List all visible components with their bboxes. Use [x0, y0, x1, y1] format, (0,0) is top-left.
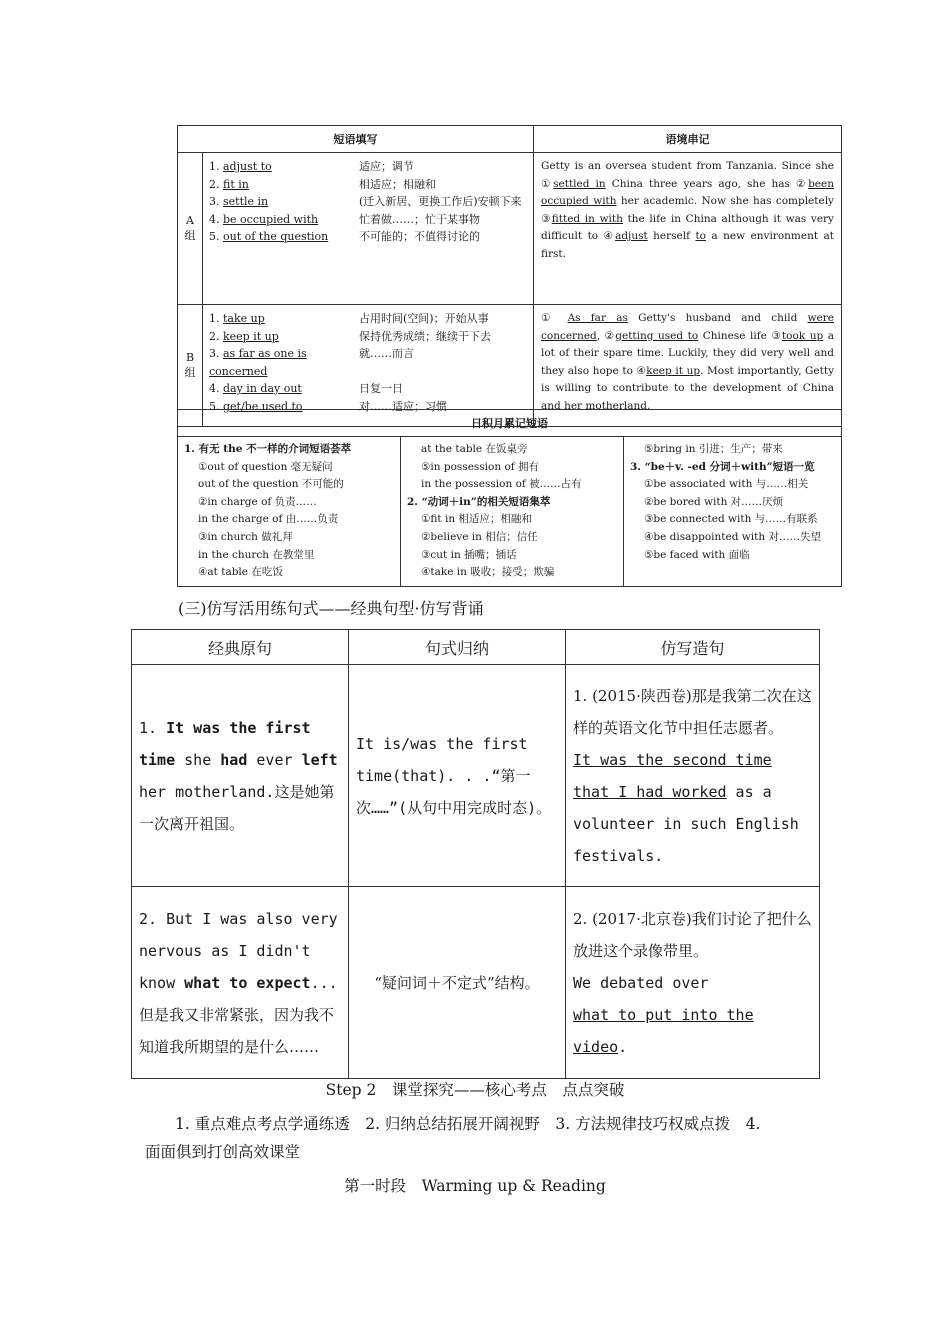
context-text: Getty is an oversea student from Tanzania. Since she ①	[541, 160, 834, 190]
context-text: Chinese life ③	[698, 329, 782, 342]
phrase-en: 3. settle in	[209, 195, 269, 208]
answer-blank: to	[695, 230, 706, 242]
phrase-line: ②believe in 相信；信任	[421, 530, 538, 543]
phrase-en: 1. adjust to	[209, 160, 272, 173]
context-text: Getty's husband and child	[627, 312, 808, 324]
daily-phrases-table	[177, 409, 842, 587]
context-text: a new environment at first.	[541, 230, 834, 260]
phrase-row	[209, 211, 527, 229]
phrase-line: ⑤be faced with 面临	[644, 548, 750, 561]
daily-header: 日积月累记短语	[178, 410, 842, 437]
phrase-en: 4. be occupied with	[209, 212, 319, 226]
answer-blank: keep it up	[646, 364, 701, 377]
phrase-line: ⑤bring in 引进；生产；带来	[644, 443, 783, 455]
answer-blank: fitted in with	[551, 212, 623, 225]
phrase-cn: 保持优秀成绩；继续干下去	[359, 329, 491, 343]
answer-blank: were concerned	[541, 312, 834, 342]
intro-paragraph-line2: 面面俱到打创高效课堂	[145, 1143, 301, 1161]
phrase-line: ③in church 做礼拜	[198, 530, 293, 543]
answer-blank: took up	[781, 329, 824, 342]
daily-col-1	[178, 437, 401, 587]
context-text: ①	[541, 312, 568, 324]
intro-paragraph-line1: 1. 重点难点考点学通练透 2. 归纳总结拓展开阔视野 3. 方法规律技巧权威点拨 4.	[175, 1115, 761, 1133]
answer-blank: been occupied with	[541, 177, 834, 207]
phrase-en: 2. keep it up	[209, 329, 279, 343]
period-title: 第一时段 Warming up & Reading	[344, 1177, 606, 1195]
answer-blank: As far as	[567, 312, 628, 324]
phrase-line: ③be connected with 与……有联系	[644, 513, 818, 526]
key-phrase: what to expect	[184, 973, 311, 992]
context-text: her academic. Now she has completely ③	[541, 195, 834, 225]
answer-blank: settled in	[553, 177, 606, 190]
sentence-text: ...	[310, 973, 338, 992]
context-text: herself	[647, 230, 696, 242]
row2-imitate-prefix: We debated over	[573, 973, 709, 992]
phrase-cn: 对……适应；习惯	[359, 399, 447, 413]
phrase-row	[209, 310, 527, 328]
group-a-context	[534, 153, 842, 305]
phrase-line: in the charge of 由……负责	[198, 513, 339, 526]
phrase-line: ①out of question 毫无疑问	[198, 460, 333, 473]
phrase-cn: (迁入新居、更换工作后)安顿下来	[359, 195, 522, 208]
context-text: , ②	[596, 329, 616, 342]
phrase-cn: 日复一日	[359, 382, 403, 395]
key-phrase: had	[220, 750, 248, 769]
sentence-text: 但是我又非常紧张，因为我不知道我所期望的是什么……	[139, 1005, 335, 1056]
row1-imitate-tail: as a volunteer in such English festivals.	[573, 782, 799, 865]
row2-imitate-question: 2. (2017·北京卷)我们讨论了把什么放进这个录像带里。	[573, 909, 812, 960]
sentence-text: 2. But I was also very nervous as I didn't know	[139, 909, 338, 992]
phrase-line: ②be bored with 对……厌烦	[644, 495, 784, 508]
sentence-text: 这是她第一次离开祖国。	[139, 782, 335, 833]
row1-pattern: It is/was the first time(that). . .“第一次……”(从句中用完成时态)。	[349, 665, 566, 887]
phrase-en: 3. as far as one is concerned	[209, 347, 307, 378]
sentence-text: 1.	[139, 718, 167, 737]
vocab-header-context: 语境串记	[534, 126, 842, 153]
row2-pattern: “疑问词＋不定式”结构。	[349, 887, 566, 1079]
phrase-cn: 适应；调节	[359, 160, 414, 173]
step-2-heading: Step 2 课堂探究——核心考点 点点突破	[325, 1081, 625, 1099]
phrase-row	[209, 228, 527, 246]
phrase-line: ①fit in 相适应；相融和	[421, 513, 532, 526]
row2-original	[132, 887, 349, 1079]
phrase-line: ④be disappointed with 对……失望	[644, 530, 821, 543]
phrase-row	[209, 380, 527, 398]
context-text: . Most importantly, Getty is willing to contribute to the development of China and her motherland.	[541, 364, 835, 412]
phrase-line: ④at table 在吃饭	[198, 566, 283, 579]
context-text: a lot of their spare time. Luckily, they did very well and they also hope to ④	[541, 329, 834, 377]
group-a-label: A 组	[178, 153, 203, 305]
phrase-cn: 相适应；相融和	[359, 177, 436, 191]
phrase-en: 2. fit in	[209, 177, 249, 191]
daily-col-3	[624, 437, 842, 587]
row2-imitate-tail: .	[618, 1037, 628, 1056]
phrase-en: 1. take up	[209, 312, 265, 325]
vocab-table	[177, 125, 842, 427]
phrase-cn: 占用时间(空间)；开始从事	[359, 312, 489, 325]
phrase-row	[209, 158, 527, 176]
phrase-line: ⑤in possession of 拥有	[421, 460, 540, 473]
vocab-header-phrase: 短语填写	[178, 126, 534, 153]
phrase-group-title: 2. “动词＋in”的相关短语集萃	[407, 495, 551, 508]
phrase-group-title: 3. “be＋v. -ed 分词＋with”短语一览	[630, 460, 815, 473]
sentence-text: she	[175, 750, 221, 769]
phrase-cn: 就……而言	[359, 347, 414, 360]
sentence-pattern-table	[131, 629, 820, 1079]
sentence-text: ever	[247, 750, 302, 769]
phrase-line: ①be associated with 与……相关	[644, 478, 809, 491]
phrase-row	[209, 328, 527, 346]
row1-imitate	[566, 665, 820, 887]
row1-imitate-answer: It was the second time that I had worked	[573, 750, 772, 801]
phrase-en: 5. get/be used to	[209, 399, 303, 413]
row1-imitate-question: 1. (2015·陕西卷)那是我第二次在这样的英语文化节中担任志愿者。	[573, 686, 812, 737]
header-pattern: 句式归纳	[349, 630, 566, 665]
phrase-line: in the possession of 被……占有	[421, 478, 582, 491]
phrase-group-title: 1. 有无 the 不一样的介词短语荟萃	[184, 443, 352, 455]
group-b-label: B 组	[178, 305, 203, 427]
phrase-row	[209, 176, 527, 194]
key-phrase: left	[301, 750, 338, 769]
daily-col-2	[401, 437, 624, 587]
section-3-title: (三)仿写活用练句式——经典句型·仿写背诵	[178, 599, 484, 618]
phrase-row	[209, 345, 527, 380]
phrase-line: ③cut in 插嘴；插话	[421, 548, 517, 561]
answer-blank: adjust	[615, 230, 648, 242]
phrase-line: at the table 在饭桌旁	[421, 443, 528, 455]
context-text: the life in China although it was very difficult to ④	[541, 212, 834, 242]
phrase-line: out of the question 不可能的	[198, 478, 344, 491]
row1-original	[132, 665, 349, 887]
phrase-row	[209, 193, 527, 211]
phrase-en: 5. out of the question	[209, 230, 329, 243]
sentence-text: her motherland.	[139, 782, 275, 801]
row2-imitate	[566, 887, 820, 1079]
phrase-line: in the church 在教堂里	[198, 548, 315, 561]
group-a-phrases	[203, 153, 534, 305]
phrase-line: ④take in 吸收；接受；欺骗	[421, 566, 555, 579]
phrase-cn: 忙着做……；忙于某事物	[359, 212, 480, 226]
row2-imitate-answer: what to put into the video	[573, 1005, 754, 1056]
header-original: 经典原句	[132, 630, 349, 665]
answer-blank: getting used to	[615, 329, 699, 342]
phrase-line: ②in charge of 负责……	[198, 495, 317, 508]
header-imitate: 仿写造句	[566, 630, 820, 665]
context-text: China three years ago, she has ②	[605, 177, 809, 190]
key-phrase: It was the first time	[139, 718, 311, 769]
phrase-cn: 不可能的；不值得讨论的	[359, 230, 480, 243]
phrase-en: 4. day in day out	[209, 382, 302, 395]
